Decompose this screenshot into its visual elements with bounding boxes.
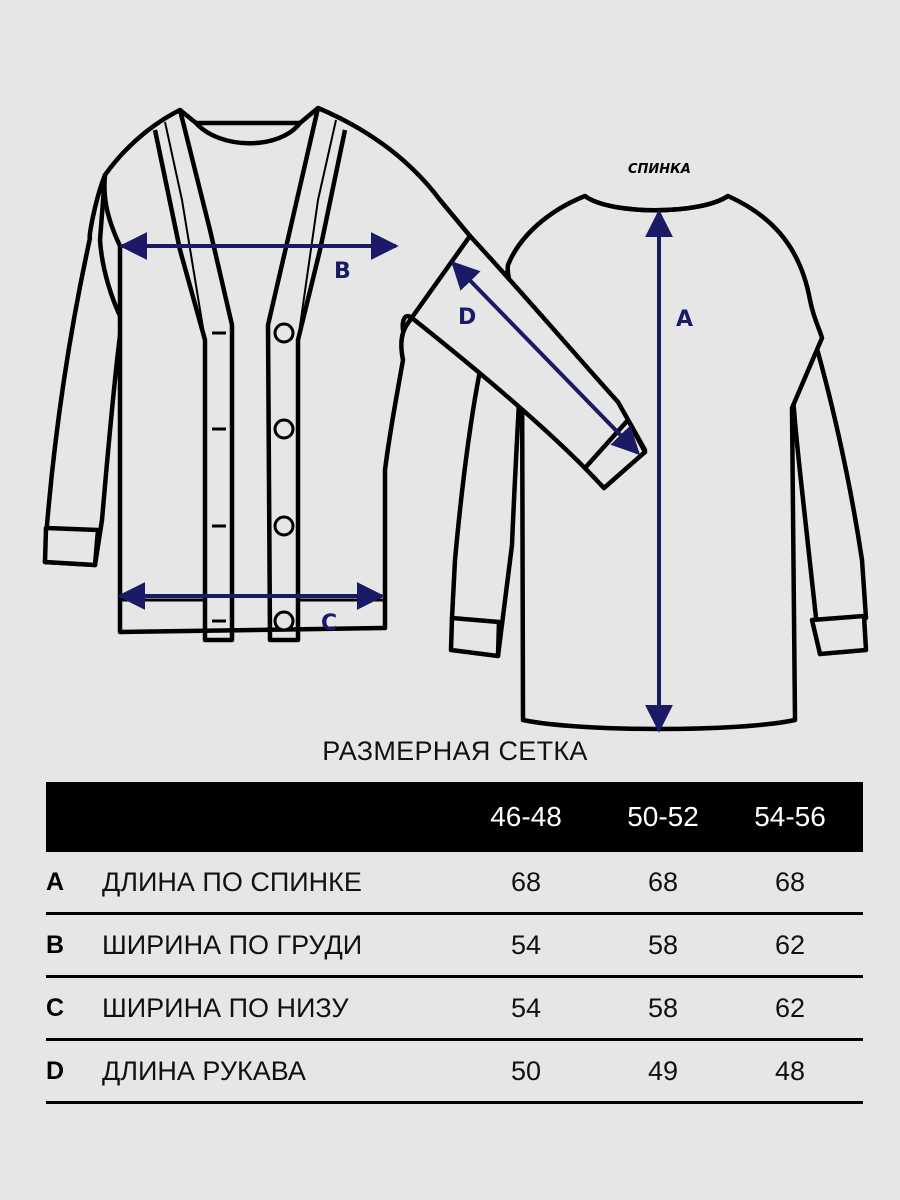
column-header: 46-48 (490, 801, 562, 832)
row-value: 54 (510, 930, 542, 960)
back-body (508, 196, 822, 729)
row-value: 62 (774, 930, 806, 960)
label-c: C (321, 611, 338, 636)
row-value: 58 (647, 930, 679, 960)
row-value: 68 (774, 867, 806, 897)
table-row (46, 1041, 863, 1104)
row-name: ДЛИНА РУКАВА (102, 1056, 306, 1086)
button (275, 517, 293, 535)
label-b: B (334, 259, 351, 284)
table-row (46, 852, 863, 915)
button (275, 420, 293, 438)
row-value: 68 (647, 867, 679, 897)
row-name: ШИРИНА ПО НИЗУ (102, 993, 349, 1023)
row-value: 68 (510, 867, 542, 897)
table-row (46, 915, 863, 978)
row-name: ДЛИНА ПО СПИНКЕ (102, 867, 362, 897)
label-a: A (676, 307, 694, 332)
size-table-title: РАЗМЕРНАЯ СЕТКА (322, 736, 588, 766)
front-left-sleeve (45, 175, 122, 565)
row-name: ШИРИНА ПО ГРУДИ (102, 930, 363, 960)
row-letter: D (46, 1057, 65, 1085)
label-d: D (458, 305, 477, 330)
back-label: СПИНКА (628, 162, 691, 177)
row-value: 62 (774, 993, 806, 1023)
row-letter: A (46, 868, 65, 896)
row-letter: C (46, 994, 65, 1022)
row-value: 48 (774, 1056, 806, 1086)
row-value: 58 (647, 993, 679, 1023)
row-value: 54 (510, 993, 542, 1023)
back-right-cuff (812, 616, 866, 654)
row-value: 49 (647, 1056, 679, 1086)
front-body (104, 108, 470, 632)
table-header (46, 782, 863, 852)
row-letter: B (46, 931, 65, 959)
column-header: 54-56 (754, 801, 826, 832)
row-value: 50 (510, 1056, 542, 1086)
size-table (46, 782, 863, 1104)
table-row (46, 978, 863, 1041)
button (275, 324, 293, 342)
column-header: 50-52 (627, 801, 699, 832)
front-left-cuff (45, 528, 98, 565)
button (275, 612, 293, 630)
back-left-cuff (451, 618, 499, 656)
